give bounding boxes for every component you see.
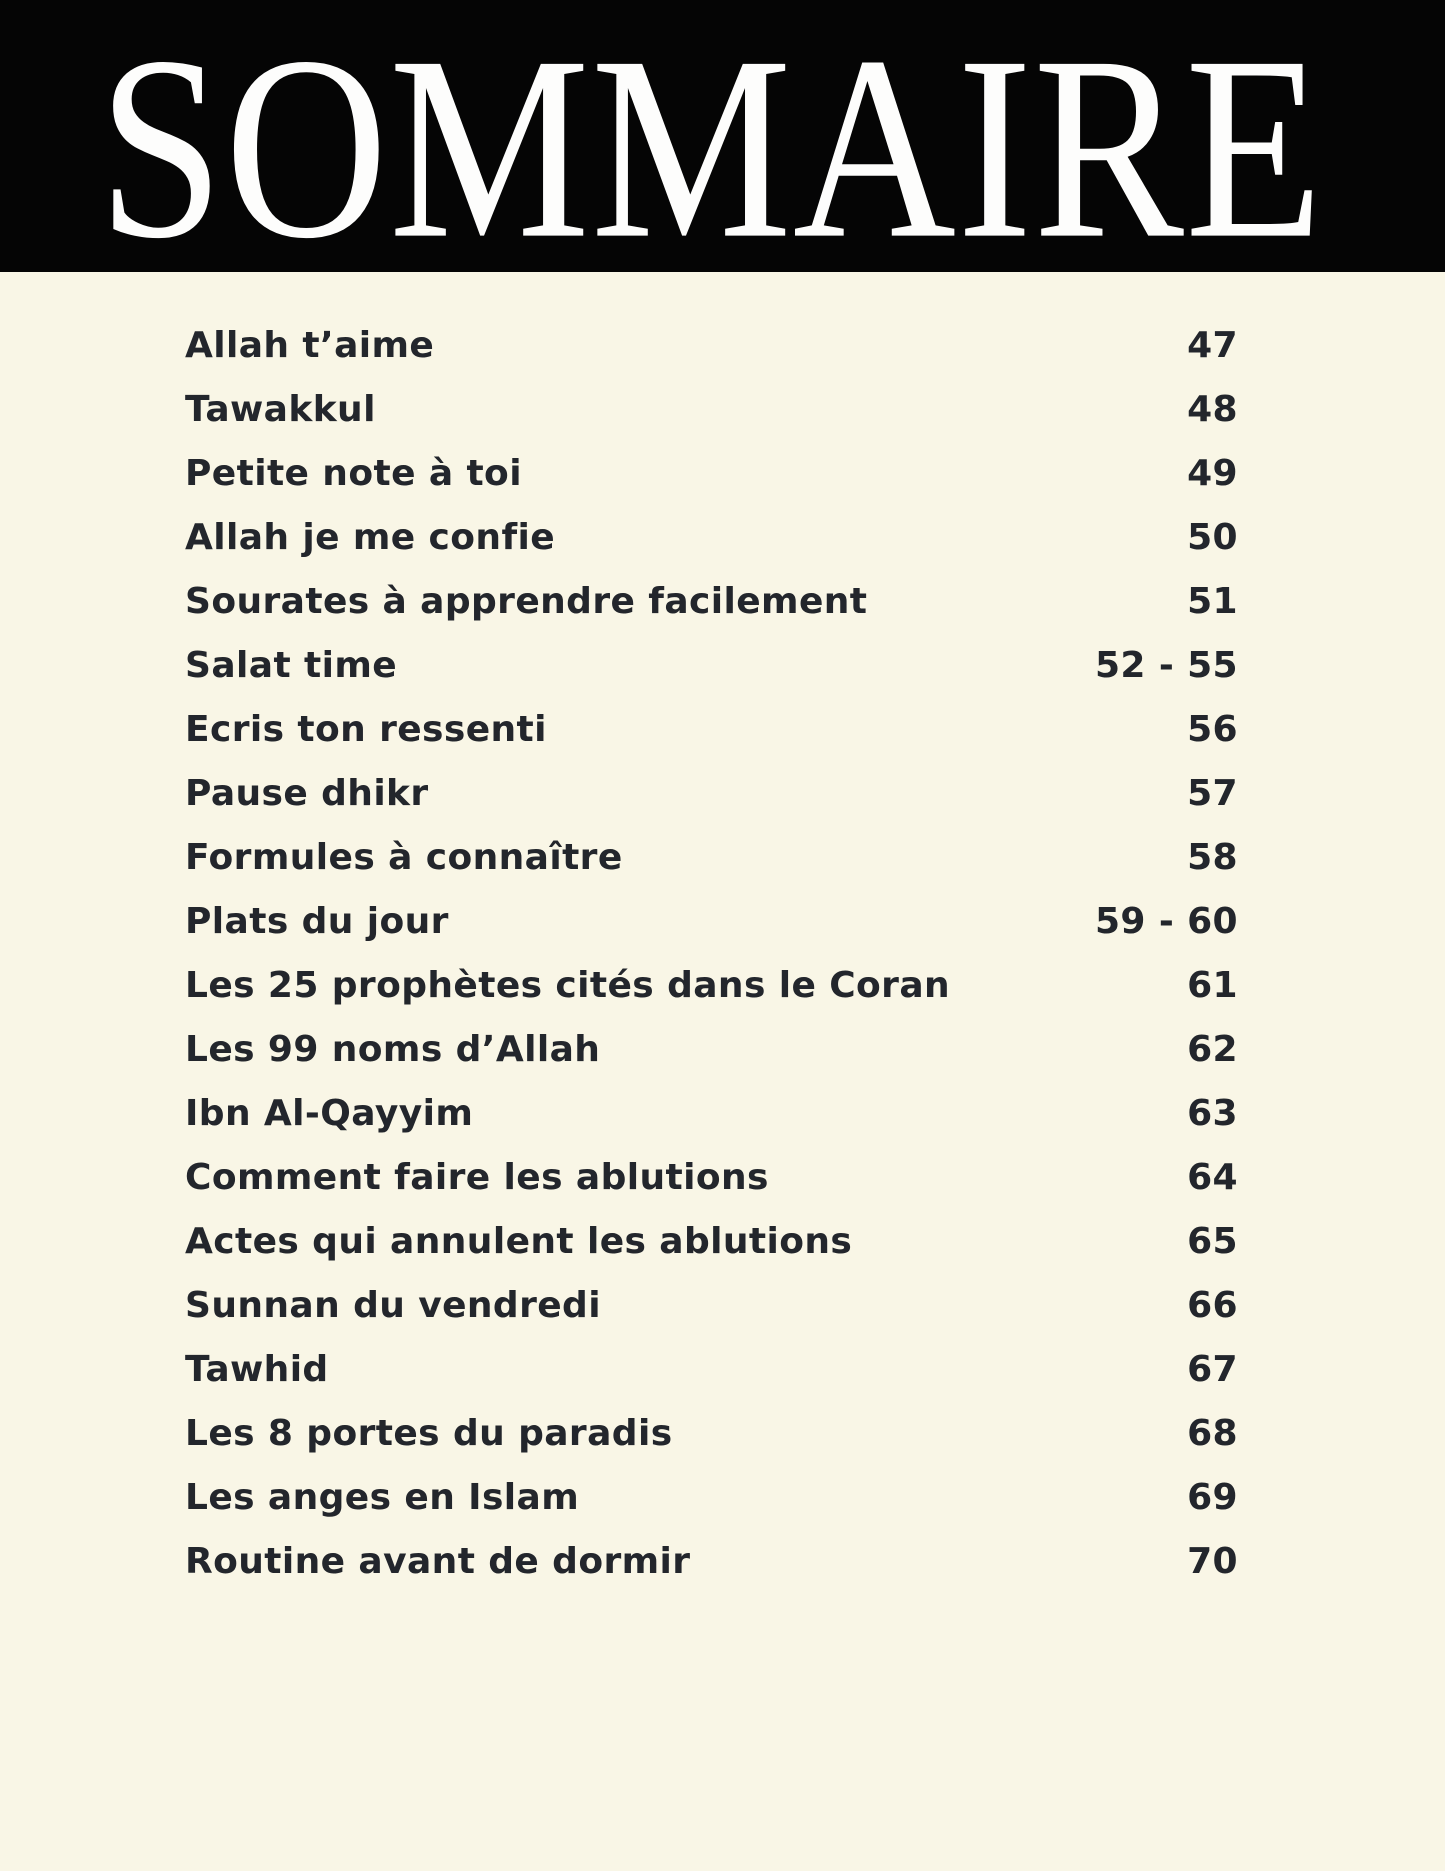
toc-row [185, 761, 1238, 825]
toc-row [185, 569, 1238, 633]
toc-entry-page: 51 [1187, 580, 1238, 622]
toc-row [185, 1337, 1238, 1401]
toc-row [185, 1209, 1238, 1273]
toc-entry-label: Ecris ton ressenti [185, 708, 547, 750]
toc-row [185, 505, 1238, 569]
toc-entry-page: 70 [1187, 1540, 1238, 1582]
toc-row [185, 633, 1238, 697]
toc-list [185, 313, 1238, 1593]
toc-entry-label: Les 8 portes du paradis [185, 1412, 673, 1454]
toc-entry-page: 65 [1187, 1220, 1238, 1262]
toc-entry-page: 59 - 60 [1094, 900, 1238, 942]
toc-entry-label: Allah je me confie [185, 516, 556, 558]
toc-row [185, 377, 1238, 441]
toc-entry-page: 52 - 55 [1094, 644, 1238, 686]
toc-entry-page: 69 [1187, 1476, 1238, 1518]
toc-entry-label: Les 99 noms d’Allah [185, 1028, 601, 1070]
toc-row [185, 441, 1238, 505]
toc-row [185, 1465, 1238, 1529]
toc-entry-page: 67 [1187, 1348, 1238, 1390]
toc-entry-page: 57 [1187, 772, 1238, 814]
toc-row [185, 1081, 1238, 1145]
header-band [0, 0, 1445, 272]
page-title: SOMMAIRE [98, 1, 1325, 272]
toc-entry-page: 47 [1187, 324, 1238, 366]
toc-entry-label: Sourates à apprendre facilement [185, 580, 868, 622]
toc-row [185, 1401, 1238, 1465]
toc-entry-label: Pause dhikr [185, 772, 429, 814]
toc-row [185, 1017, 1238, 1081]
toc-entry-label: Ibn Al-Qayyim [185, 1092, 474, 1134]
toc-entry-page: 61 [1187, 964, 1238, 1006]
toc-entry-page: 62 [1187, 1028, 1238, 1070]
toc-entry-page: 58 [1187, 836, 1238, 878]
toc-entry-page: 63 [1187, 1092, 1238, 1134]
toc-entry-label: Tawhid [185, 1348, 329, 1390]
toc-row [185, 1529, 1238, 1593]
toc-row [185, 1145, 1238, 1209]
toc-entry-page: 56 [1187, 708, 1238, 750]
toc-entry-label: Formules à connaître [185, 836, 623, 878]
toc-entry-label: Les anges en Islam [185, 1476, 580, 1518]
toc-entry-page: 64 [1187, 1156, 1238, 1198]
toc-row [185, 889, 1238, 953]
toc-entry-label: Comment faire les ablutions [185, 1156, 769, 1198]
toc-entry-page: 66 [1187, 1284, 1238, 1326]
toc-entry-page: 50 [1187, 516, 1238, 558]
toc-entry-page: 49 [1187, 452, 1238, 494]
toc-entry-label: Tawakkul [185, 388, 376, 430]
toc-entry-page: 68 [1187, 1412, 1238, 1454]
toc-entry-label: Plats du jour [185, 900, 449, 942]
toc-entry-label: Actes qui annulent les ablutions [185, 1220, 853, 1262]
toc-entry-label: Sunnan du vendredi [185, 1284, 601, 1326]
toc-entry-page: 48 [1187, 388, 1238, 430]
toc-entry-label: Allah t’aime [185, 324, 435, 366]
toc-entry-label: Petite note à toi [185, 452, 522, 494]
toc-row [185, 825, 1238, 889]
toc-entry-label: Salat time [185, 644, 398, 686]
toc-row [185, 953, 1238, 1017]
toc-row [185, 697, 1238, 761]
toc-row [185, 1273, 1238, 1337]
toc-row [185, 313, 1238, 377]
toc-entry-label: Les 25 prophètes cités dans le Coran [185, 964, 951, 1006]
toc-entry-label: Routine avant de dormir [185, 1540, 691, 1582]
